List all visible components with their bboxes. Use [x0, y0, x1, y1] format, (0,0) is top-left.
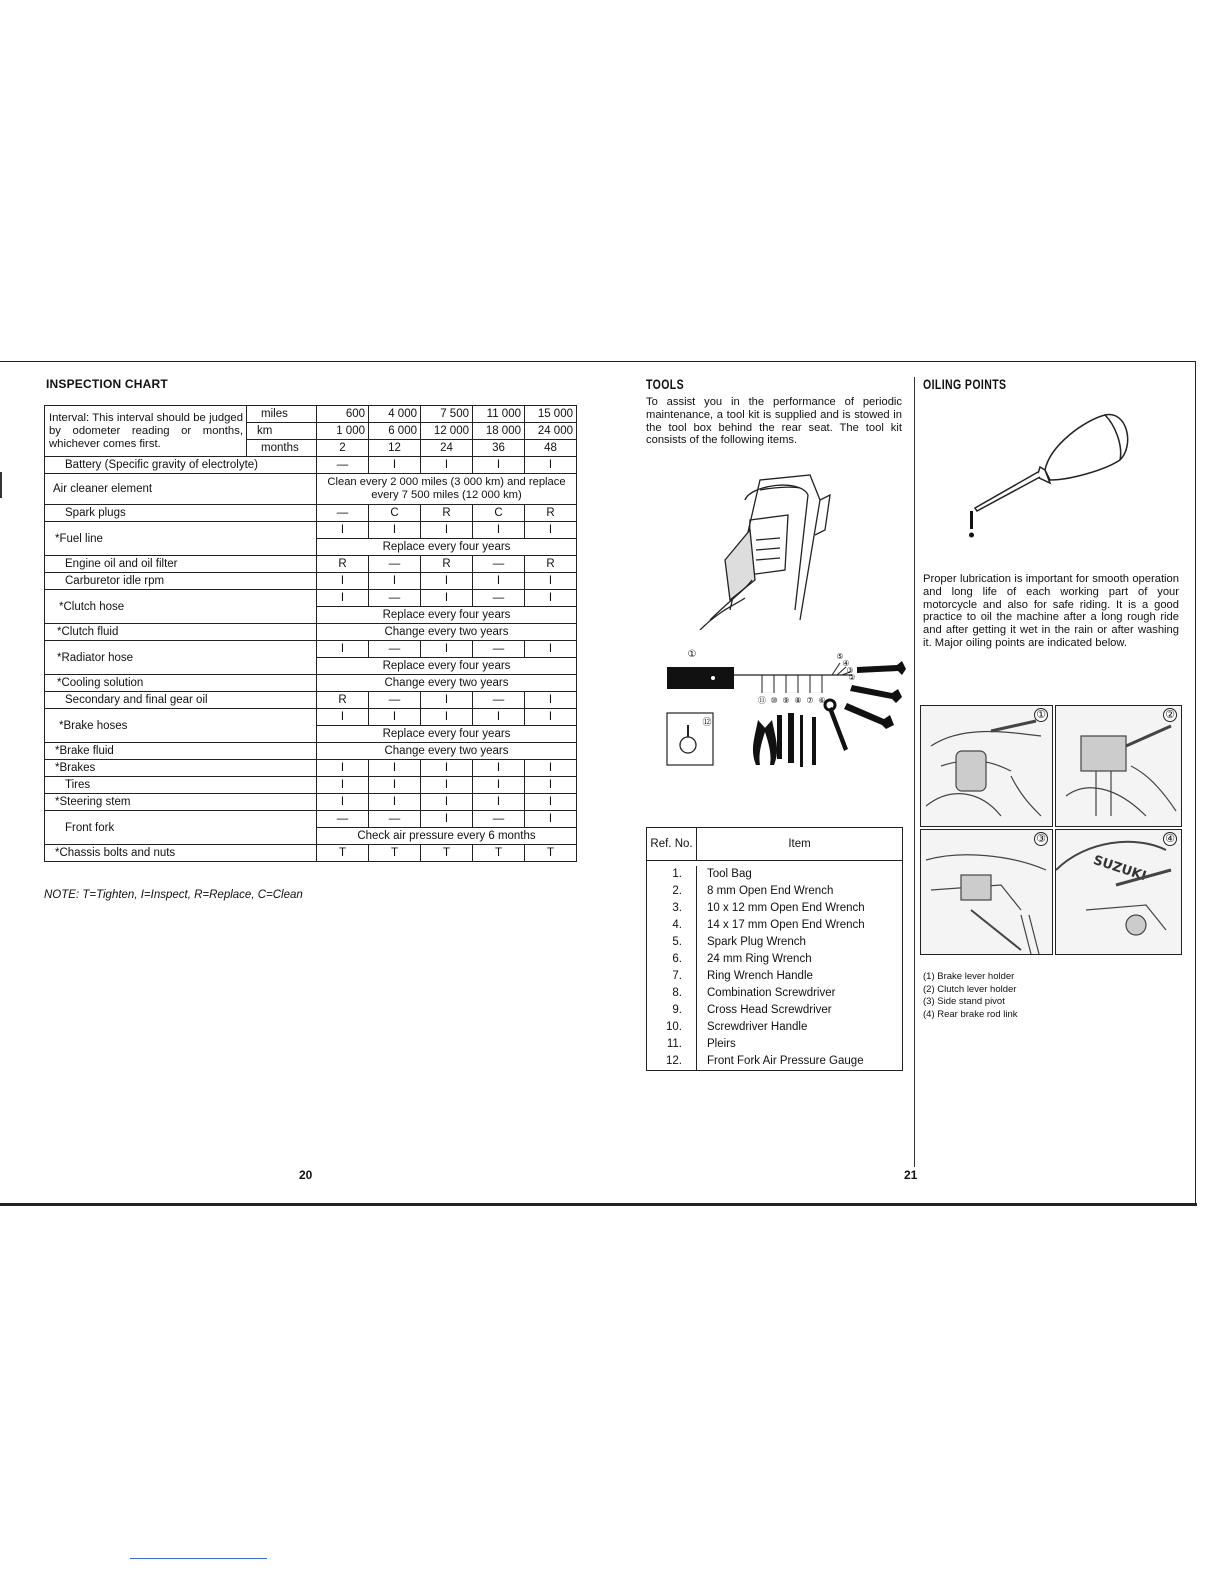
table-cell: T: [473, 845, 525, 862]
table-cell: Change every two years: [317, 624, 577, 641]
caption-item: (4) Rear brake rod link: [923, 1008, 1018, 1020]
table-cell: I: [369, 522, 421, 539]
table-cell: I: [473, 522, 525, 539]
row-label: *Brake fluid: [45, 743, 317, 760]
table-cell: Screwdriver Handle: [697, 1019, 903, 1036]
table-cell: 18 000: [473, 423, 525, 440]
unit-months: months: [247, 440, 317, 457]
tool-callout-6: ⑥: [818, 696, 826, 705]
table-cell: 36: [473, 440, 525, 457]
oiling-photo-1: [920, 705, 1053, 827]
table-cell: I: [421, 709, 473, 726]
table-cell: C: [369, 505, 421, 522]
row-label: Tires: [45, 777, 317, 794]
table-cell: 5.: [647, 934, 697, 951]
table-row: [45, 406, 577, 423]
table-cell: I: [525, 573, 577, 590]
row-label: *Radiator hose: [45, 641, 317, 675]
tools-intro: [646, 396, 902, 447]
tool-callout-5: ⑤: [836, 652, 844, 661]
table-row: [45, 760, 577, 777]
tool-callout-10: ⑩: [770, 696, 778, 705]
table-row: [647, 1002, 903, 1019]
row-label: Front fork: [45, 811, 317, 845]
photo-number-3: ③: [1034, 832, 1048, 846]
table-cell: I: [473, 457, 525, 474]
table-cell: 8 mm Open End Wrench: [697, 883, 903, 900]
table-cell: —: [317, 811, 369, 828]
table-cell: I: [525, 522, 577, 539]
row-label: Battery (Specific gravity of electrolyte): [45, 457, 317, 474]
legend-note: NOTE: T=Tighten, I=Inspect, R=Replace, C=Clean: [44, 889, 303, 901]
table-row: [647, 934, 903, 951]
table-cell: I: [421, 573, 473, 590]
table-cell: 15 000: [525, 406, 577, 423]
table-cell: I: [369, 457, 421, 474]
column-divider: [914, 377, 915, 1167]
caption-item: (1) Brake lever holder: [923, 971, 1015, 982]
table-cell: —: [369, 556, 421, 573]
table-cell: Clean every 2 000 miles (3 000 km) and replace every 7 500 miles (12 000 km): [317, 474, 577, 505]
tools-title: TOOLS: [646, 377, 685, 392]
table-cell: 4 000: [369, 406, 421, 423]
table-row: [45, 811, 577, 828]
table-cell: R: [317, 556, 369, 573]
table-cell: I: [369, 573, 421, 590]
table-row: [647, 1053, 903, 1071]
table-cell: I: [525, 760, 577, 777]
table-cell: Tool Bag: [697, 866, 903, 883]
tool-callout-1: ①: [687, 649, 697, 660]
table-cell: 2: [317, 440, 369, 457]
table-cell: I: [421, 522, 473, 539]
table-cell: I: [421, 811, 473, 828]
inspection-chart-title: INSPECTION CHART: [46, 377, 168, 391]
table-cell: T: [525, 845, 577, 862]
table-cell: —: [317, 505, 369, 522]
oil-can-illustration: [955, 405, 1135, 540]
table-cell: I: [525, 457, 577, 474]
table-cell: I: [317, 760, 369, 777]
table-cell: I: [473, 709, 525, 726]
table-cell: I: [473, 760, 525, 777]
table-row: [647, 1036, 903, 1053]
table-cell: 7 500: [421, 406, 473, 423]
table-cell: I: [525, 709, 577, 726]
table-cell: I: [473, 794, 525, 811]
table-cell: I: [525, 794, 577, 811]
table-cell: I: [421, 777, 473, 794]
table-cell: I: [369, 709, 421, 726]
table-row: [45, 777, 577, 794]
tool-callout-11: ⑪: [758, 696, 766, 705]
oiling-text-body: Proper lubrication is important for smooth operation and long life of each working part of your motorcycle and also for safe riding. It is a good practice to oil the machine after a long rough ride and after getting it wet in the rain or after washing it. Major oiling points are indicated below.: [923, 573, 1179, 649]
table-cell: 24 mm Ring Wrench: [697, 951, 903, 968]
oiling-photo-2: [1055, 705, 1182, 827]
table-cell: 6.: [647, 951, 697, 968]
table-cell: I: [369, 777, 421, 794]
table-cell: 1 000: [317, 423, 369, 440]
table-cell: I: [369, 760, 421, 777]
tool-callout-4: ④: [842, 659, 850, 668]
interval-note: Interval: This interval should be judged by odometer reading or months, whichever comes first.: [45, 406, 247, 457]
ref-header: Ref. No.: [647, 828, 697, 861]
row-label: *Clutch fluid: [45, 624, 317, 641]
table-row: [45, 794, 577, 811]
inspection-chart-table: [44, 405, 577, 862]
row-label: Engine oil and oil filter: [45, 556, 317, 573]
brand-badge: SUZUKI: [1091, 853, 1149, 885]
row-label: *Fuel line: [45, 522, 317, 556]
table-cell: 3.: [647, 900, 697, 917]
page-binding-mark: [0, 472, 2, 498]
table-cell: I: [421, 457, 473, 474]
table-row: [647, 900, 903, 917]
table-cell: 9.: [647, 1002, 697, 1019]
toolbox-illustration: [690, 460, 850, 630]
table-cell: I: [421, 794, 473, 811]
table-cell: Replace every four years: [317, 658, 577, 675]
tool-callout-12: ⑫: [702, 718, 712, 728]
table-cell: —: [473, 811, 525, 828]
table-cell: I: [317, 709, 369, 726]
table-row: [45, 590, 577, 607]
row-label: *Chassis bolts and nuts: [45, 845, 317, 862]
table-cell: I: [317, 641, 369, 658]
table-cell: I: [525, 590, 577, 607]
table-row: [647, 917, 903, 934]
table-cell: 24 000: [525, 423, 577, 440]
oiling-photo-3: [920, 829, 1053, 955]
wrench-6: [828, 707, 848, 751]
table-cell: I: [473, 777, 525, 794]
table-cell: 24: [421, 440, 473, 457]
table-row: [647, 985, 903, 1002]
table-cell: 8.: [647, 985, 697, 1002]
table-cell: R: [421, 556, 473, 573]
table-row: [45, 845, 577, 862]
table-cell: 11 000: [473, 406, 525, 423]
page-frame-right: [1195, 361, 1196, 1204]
row-label: Carburetor idle rpm: [45, 573, 317, 590]
table-cell: I: [525, 811, 577, 828]
table-cell: I: [317, 590, 369, 607]
table-row: [45, 522, 577, 539]
table-cell: —: [369, 811, 421, 828]
table-cell: I: [525, 641, 577, 658]
row-label: *Cooling solution: [45, 675, 317, 692]
table-row: [45, 505, 577, 522]
table-cell: I: [421, 692, 473, 709]
table-cell: —: [473, 590, 525, 607]
screwdriver-handle: [788, 713, 794, 763]
table-cell: 48: [525, 440, 577, 457]
wrench-2: [857, 661, 906, 675]
screwdriver-cross: [800, 715, 803, 767]
item-header: Item: [697, 828, 903, 861]
table-cell: Check air pressure every 6 months: [317, 828, 577, 845]
tool-bag: [667, 667, 734, 689]
table-cell: Change every two years: [317, 675, 577, 692]
table-cell: 2.: [647, 883, 697, 900]
table-cell: I: [421, 760, 473, 777]
table-cell: Combination Screwdriver: [697, 985, 903, 1002]
table-cell: —: [473, 692, 525, 709]
row-label: *Clutch hose: [45, 590, 317, 624]
table-cell: Replace every four years: [317, 726, 577, 743]
tool-callout-2: ②: [848, 673, 856, 682]
table-row: [647, 968, 903, 985]
oiling-text: [923, 573, 1179, 650]
table-row: [45, 692, 577, 709]
table-cell: T: [317, 845, 369, 862]
link-underline: [130, 1558, 267, 1559]
table-cell: I: [317, 573, 369, 590]
table-row: [45, 709, 577, 726]
caption-item: (2) Clutch lever holder: [923, 983, 1017, 995]
table-cell: 12 000: [421, 423, 473, 440]
photo-number-4: ④: [1163, 832, 1177, 846]
row-label: *Brakes: [45, 760, 317, 777]
table-row: [647, 1019, 903, 1036]
table-cell: I: [369, 794, 421, 811]
table-cell: Change every two years: [317, 743, 577, 760]
table-cell: —: [317, 457, 369, 474]
table-row: [647, 866, 903, 883]
page-frame-top: [0, 361, 1196, 362]
tool-callout-3: ③: [846, 666, 854, 675]
page-frame-bottom: [0, 1203, 1197, 1206]
tools-table: [646, 827, 903, 1071]
photo-number-2: ②: [1163, 708, 1177, 722]
table-cell: 10 x 12 mm Open End Wrench: [697, 900, 903, 917]
row-label: Air cleaner element: [45, 474, 317, 505]
table-cell: 7.: [647, 968, 697, 985]
wrench-3: [850, 685, 902, 703]
table-cell: Cross Head Screwdriver: [697, 1002, 903, 1019]
table-row: [45, 675, 577, 692]
table-cell: 11.: [647, 1036, 697, 1053]
table-cell: I: [525, 777, 577, 794]
table-cell: C: [473, 505, 525, 522]
table-cell: T: [369, 845, 421, 862]
unit-miles: miles: [247, 406, 317, 423]
table-cell: 14 x 17 mm Open End Wrench: [697, 917, 903, 934]
table-cell: Pleirs: [697, 1036, 903, 1053]
row-label: Spark plugs: [45, 505, 317, 522]
table-row: [45, 457, 577, 474]
table-cell: —: [369, 641, 421, 658]
oiling-photo-4: [1055, 829, 1182, 955]
table-cell: Front Fork Air Pressure Gauge: [697, 1053, 903, 1071]
table-row: [45, 743, 577, 760]
tools-intro-text: To assist you in the performance of periodic maintenance, a tool kit is supplied and is stowed in the tool box behind the rear seat. The tool kit consists of the following items.: [646, 396, 902, 447]
row-label: Secondary and final gear oil: [45, 692, 317, 709]
page-number-right: 21: [904, 1168, 918, 1182]
table-cell: R: [525, 556, 577, 573]
table-row: [647, 883, 903, 900]
table-cell: 10.: [647, 1019, 697, 1036]
table-row: [45, 556, 577, 573]
table-row: [647, 951, 903, 968]
tool-callout-9: ⑨: [782, 696, 790, 705]
table-cell: I: [421, 641, 473, 658]
table-cell: I: [421, 590, 473, 607]
table-cell: R: [317, 692, 369, 709]
table-row: [45, 573, 577, 590]
pliers: [753, 720, 766, 765]
oiling-title: OILING POINTS: [923, 377, 1007, 392]
table-cell: —: [473, 641, 525, 658]
table-cell: Replace every four years: [317, 607, 577, 624]
table-cell: R: [525, 505, 577, 522]
ring-wrench-handle: [812, 717, 816, 765]
table-cell: I: [525, 692, 577, 709]
table-cell: —: [369, 590, 421, 607]
table-cell: 6 000: [369, 423, 421, 440]
photo-number-1: ①: [1034, 708, 1048, 722]
table-header-row: [647, 828, 903, 861]
table-row: [45, 474, 577, 505]
table-cell: I: [317, 522, 369, 539]
table-cell: T: [421, 845, 473, 862]
caption-item: (3) Side stand pivot: [923, 996, 1005, 1007]
table-cell: —: [473, 556, 525, 573]
table-cell: I: [317, 777, 369, 794]
table-cell: I: [317, 794, 369, 811]
table-cell: Replace every four years: [317, 539, 577, 556]
tool-callout-7: ⑦: [806, 696, 814, 705]
table-cell: 1.: [647, 866, 697, 883]
table-cell: 12.: [647, 1053, 697, 1071]
table-cell: Ring Wrench Handle: [697, 968, 903, 985]
table-cell: Spark Plug Wrench: [697, 934, 903, 951]
table-cell: I: [473, 573, 525, 590]
table-cell: 12: [369, 440, 421, 457]
oiling-captions: [923, 971, 1018, 1021]
unit-km: km: [247, 423, 317, 440]
table-cell: R: [421, 505, 473, 522]
table-cell: —: [369, 692, 421, 709]
table-row: [45, 624, 577, 641]
table-cell: 4.: [647, 917, 697, 934]
tool-callout-8: ⑧: [794, 696, 802, 705]
toolkit-illustration: [662, 645, 912, 770]
row-label: *Brake hoses: [45, 709, 317, 743]
row-label: *Steering stem: [45, 794, 317, 811]
table-row: [45, 641, 577, 658]
page-number-left: 20: [299, 1168, 313, 1182]
table-cell: 600: [317, 406, 369, 423]
wrench-4: [844, 703, 894, 729]
